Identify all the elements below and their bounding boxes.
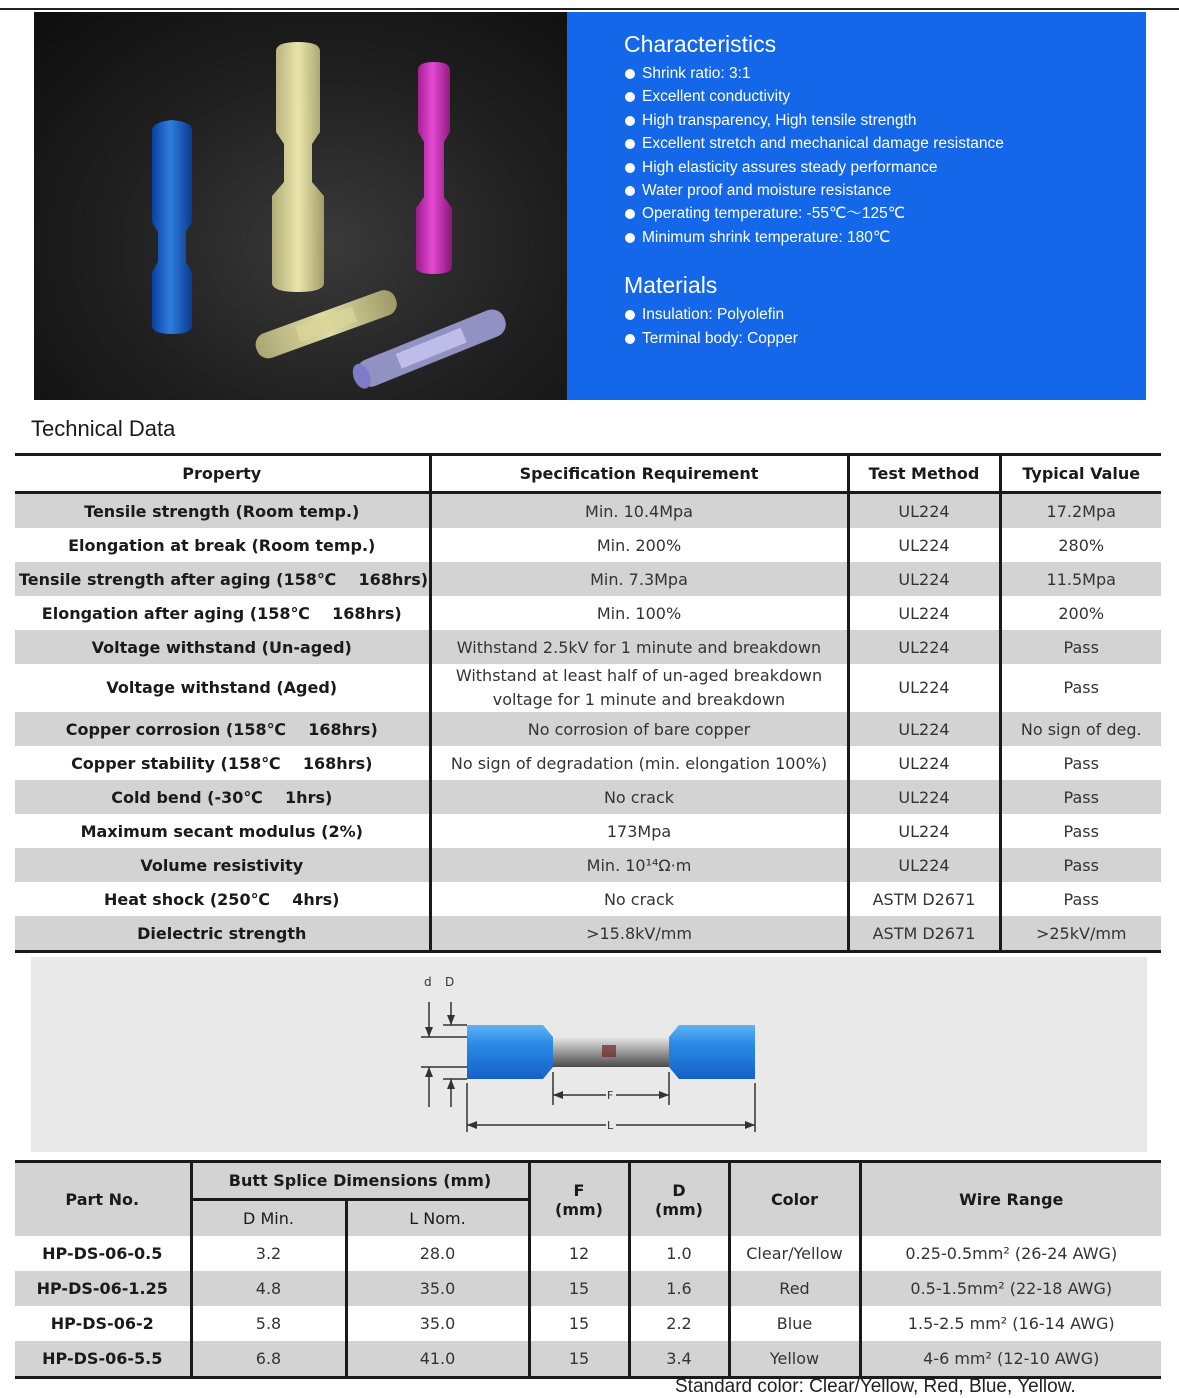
header-label: D [672,1180,686,1200]
property-cell: Copper stability (158℃ 168hrs) [15,746,430,780]
table-row [15,848,1161,882]
f-cell: 15 [529,1341,629,1378]
property-cell: Elongation at break (Room temp.) [15,528,430,562]
property-cell: Dielectric strength [15,916,430,952]
value-cell: 17.2Mpa [1000,493,1161,529]
value-cell: 200% [1058,603,1105,623]
method-cell: UL224 [848,596,1000,630]
technical-data-table [15,453,1161,953]
spec-cell: No corrosion of bare copper [430,712,848,746]
lnom-cell: 28.0 [346,1236,529,1271]
spec-line: voltage for 1 minute and breakdown [492,690,786,709]
table-row [15,1306,1161,1341]
technical-data-title: Technical Data [31,416,176,441]
part-cell: HP-DS-06-2 [15,1306,191,1341]
property-cell: Cold bend (-30℃ 1hrs) [15,780,430,814]
dmin-cell: 4.8 [191,1271,346,1306]
d-cell: 3.4 [629,1341,729,1378]
table-row [15,562,1161,596]
standard-color-note: Standard color: Clear/Yellow, Red, Blue, Yellow. [675,1376,1076,1397]
value-cell: Pass [1000,780,1161,814]
dimensions-table [15,1160,1161,1379]
f-cell: 12 [529,1236,629,1271]
table-row [15,882,1161,916]
table-header-row [15,455,1161,493]
wire-cell: 0.5-1.5mm² (22-18 AWG) [860,1271,1161,1306]
value-cell: No sign of deg. [1000,712,1161,746]
column-header: Part No. [15,1162,191,1237]
table-row [15,1236,1161,1271]
method-cell: UL224 [848,664,1000,712]
color-cell: Blue [729,1306,860,1341]
table-row [15,528,1161,562]
product-photo [34,12,567,400]
spec-cell: Min. 100% [430,596,848,630]
spec-cell: Min. 10¹⁴Ω·m [430,848,848,882]
column-header: Property [15,455,430,493]
value-cell: Pass [1063,753,1099,773]
property-cell: Copper corrosion (158℃ 168hrs) [15,712,430,746]
list-item: Insulation: Polyolefin [624,303,1004,326]
color-cell: Yellow [729,1341,860,1378]
table-header-row [15,1162,1161,1200]
table-row [15,780,1161,814]
value-cell: 280% [1058,535,1105,555]
method-cell: UL224 [848,814,1000,848]
spec-cell: Min. 200% [430,528,848,562]
property-cell: Voltage withstand (Aged) [15,664,430,712]
lnom-cell: 35.0 [346,1271,529,1306]
list-item: Shrink ratio: 3:1 [624,62,1004,85]
part-cell: HP-DS-06-1.25 [15,1271,191,1306]
butt-splice-diagram [31,957,1147,1152]
dim-label-F: F [607,1089,614,1102]
top-rule [0,8,1179,10]
f-cell: 15 [529,1271,629,1306]
dmin-cell: 3.2 [191,1236,346,1271]
property-cell: Tensile strength after aging (158℃ 168hrs) [15,562,430,596]
list-item: Excellent stretch and mechanical damage resistance [624,132,1004,155]
wire-cell: 4-6 mm² (12-10 AWG) [860,1341,1161,1378]
table-row [15,664,1161,712]
value-cell: Pass [1063,821,1099,841]
list-item: Minimum shrink temperature: 180℃ [624,226,1004,249]
table-row [15,746,1161,780]
spec-cell: 173Mpa [430,814,848,848]
materials-title: Materials [624,272,718,299]
column-header: Color [729,1162,860,1237]
color-cell: Red [729,1271,860,1306]
property-cell: Volume resistivity [15,848,430,882]
method-cell: UL224 [848,746,1000,780]
list-item: Water proof and moisture resistance [624,179,1004,202]
table-row [15,596,1161,630]
dim-label-d: d [424,975,432,989]
spec-cell: No crack [430,882,848,916]
product-banner [34,12,1146,400]
dim-label-D: D [445,975,455,989]
header-label: F [573,1180,585,1200]
column-header: D Min. [191,1200,346,1237]
method-cell: UL224 [848,780,1000,814]
spec-cell: No crack [430,780,848,814]
dim-label-L: L [607,1119,614,1132]
value-cell: 11.5Mpa [1000,562,1161,596]
lnom-cell: 41.0 [346,1341,529,1378]
spec-cell: >15.8kV/mm [430,916,848,952]
method-cell: UL224 [848,848,1000,882]
column-header: L Nom. [346,1200,529,1237]
wire-cell: 1.5-2.5 mm² (16-14 AWG) [907,1314,1115,1333]
part-cell: HP-DS-06-0.5 [15,1236,191,1271]
property-cell: Tensile strength (Room temp.) [15,493,430,529]
table-row [15,712,1161,746]
dmin-cell: 5.8 [191,1306,346,1341]
materials-list [624,303,1004,350]
table-row [15,1341,1161,1378]
part-cell: HP-DS-06-5.5 [15,1341,191,1378]
column-header: Wire Range [860,1162,1161,1237]
method-cell: UL224 [848,630,1000,664]
spec-cell: Min. 7.3Mpa [430,562,848,596]
method-cell: UL224 [848,712,1000,746]
property-cell: Elongation after aging (158℃ 168hrs) [15,596,430,630]
header-unit: (mm) [555,1199,603,1219]
value-cell: Pass [1000,848,1161,882]
d-cell: 1.0 [629,1236,729,1271]
spec-cell: No sign of degradation (min. elongation 100%) [430,746,848,780]
table-row [15,916,1161,952]
f-cell: 15 [529,1306,629,1341]
column-header-group: Butt Splice Dimensions (mm) [191,1162,529,1200]
method-cell: UL224 [848,493,1000,529]
spec-cell: Withstand 2.5kV for 1 minute and breakdown [430,630,848,664]
list-item: Terminal body: Copper [624,327,1004,350]
list-item: Excellent conductivity [624,85,1004,108]
method-cell: ASTM D2671 [848,916,1000,952]
property-cell: Voltage withstand (Un-aged) [15,630,430,664]
property-cell: Maximum secant modulus (2%) [15,814,430,848]
header-unit: (mm) [655,1199,703,1219]
list-item: High transparency, High tensile strength [624,109,1004,132]
wire-cell: 0.25-0.5mm² (26-24 AWG) [905,1244,1118,1263]
column-header [529,1162,629,1237]
product-info [624,30,1004,350]
column-header: Test Method [848,455,1000,493]
value-cell: >25kV/mm [1000,916,1161,952]
color-cell: Clear/Yellow [729,1236,860,1271]
table-row [15,493,1161,529]
method-cell: UL224 [848,562,1000,596]
table-row [15,630,1161,664]
spec-line: Withstand at least half of un-aged breakdown [455,666,823,685]
column-header: Specification Requirement [430,455,848,493]
table-row [15,1271,1161,1306]
butt-splice-photo-illustration [34,12,567,400]
value-cell: Pass [1000,630,1161,664]
d-cell: 1.6 [629,1271,729,1306]
value-cell: Pass [1063,889,1099,909]
characteristics-list [624,62,1004,249]
spec-cell [430,664,848,712]
list-item: Operating temperature: -55℃～125℃ [624,202,1004,225]
lnom-cell: 35.0 [346,1306,529,1341]
characteristics-title: Characteristics [624,31,777,57]
value-cell: Pass [1063,678,1099,697]
property-cell: Heat shock (250℃ 4hrs) [15,882,430,916]
list-item: High elasticity assures steady performance [624,156,1004,179]
dimension-drawing [31,957,1147,1152]
spec-cell: Min. 10.4Mpa [430,493,848,529]
column-header: Typical Value [1000,455,1161,493]
dmin-cell: 6.8 [191,1341,346,1378]
table-row [15,814,1161,848]
d-cell: 2.2 [629,1306,729,1341]
method-cell: UL224 [848,528,1000,562]
column-header [629,1162,729,1237]
method-cell: ASTM D2671 [848,882,1000,916]
